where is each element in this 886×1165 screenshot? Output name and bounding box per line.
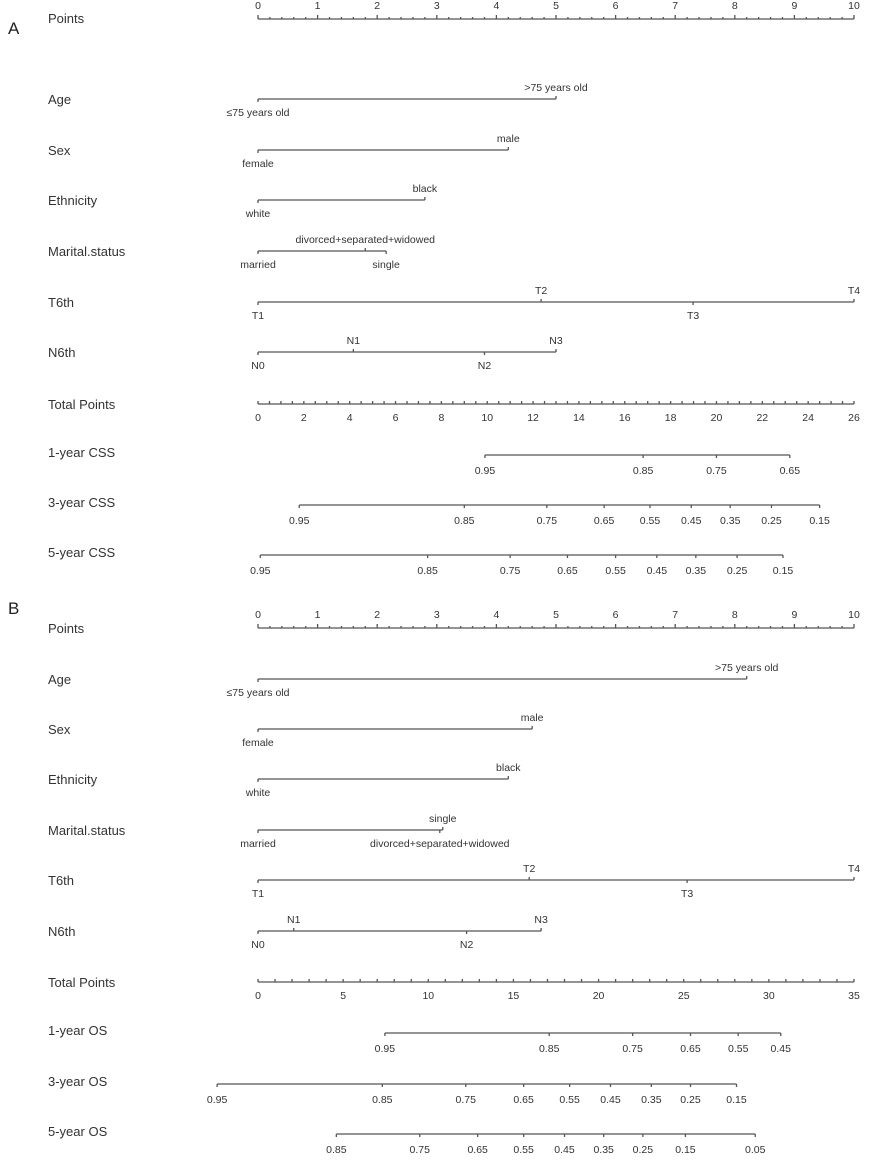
survival-tick-label: 0.55 — [727, 1043, 749, 1055]
survival-tick-label: 0.65 — [557, 565, 578, 577]
total-points-tick-label: 26 — [848, 412, 860, 424]
level-label: T1 — [251, 888, 265, 900]
survival-tick-label: 0.45 — [770, 1043, 791, 1055]
survival-scale-label: 1-year CSS — [48, 445, 116, 460]
survival-tick-label: 0.55 — [559, 1094, 580, 1106]
survival-tick-label: 0.65 — [593, 515, 615, 527]
survival-tick-label: 0.25 — [680, 1094, 701, 1106]
variable-label: Sex — [48, 722, 71, 737]
level-label: T1 — [251, 310, 265, 322]
panel-letter: B — [8, 599, 20, 618]
total-points-tick-label: 14 — [573, 412, 585, 424]
survival-tick-label: 0.95 — [206, 1094, 228, 1106]
points-tick-label: 7 — [672, 609, 679, 621]
survival-tick-label: 0.85 — [538, 1043, 560, 1055]
points-tick-label: 5 — [553, 0, 559, 12]
level-label: N2 — [477, 360, 492, 372]
variable-label: Age — [48, 672, 72, 687]
survival-tick-label: 0.45 — [600, 1094, 621, 1106]
level-label: male — [520, 712, 544, 724]
level-label: single — [372, 259, 400, 271]
survival-tick-label: 0.65 — [680, 1043, 701, 1055]
variable-label: Age — [48, 92, 72, 107]
total-points-tick-label: 0 — [255, 412, 261, 424]
survival-tick-label: 0.35 — [593, 1144, 614, 1156]
total-points-tick-label: 6 — [392, 412, 399, 424]
level-label: divorced+separated+widowed — [370, 838, 510, 850]
survival-tick-label: 0.75 — [536, 515, 558, 527]
points-tick-label: 8 — [731, 609, 738, 621]
survival-tick-label: 0.85 — [372, 1094, 393, 1106]
survival-tick-label: 0.35 — [641, 1094, 662, 1106]
level-label: divorced+separated+widowed — [295, 234, 436, 246]
panel-letter: A — [8, 19, 20, 38]
level-label: T2 — [523, 863, 536, 875]
level-label: black — [496, 762, 521, 774]
variable-label: T6th — [48, 873, 75, 888]
level-label: male — [496, 133, 520, 145]
points-tick-label: 9 — [791, 609, 798, 621]
survival-tick-label: 0.75 — [409, 1144, 430, 1156]
level-label: >75 years old — [524, 82, 588, 94]
survival-tick-label: 0.85 — [454, 515, 475, 527]
points-tick-label: 2 — [374, 609, 381, 621]
variable-label: Ethnicity — [48, 772, 98, 787]
total-points-tick-label: 0 — [255, 990, 261, 1002]
total-points-label: Total Points — [48, 975, 116, 990]
level-label: married — [240, 259, 276, 271]
total-points-tick-label: 10 — [481, 412, 494, 424]
level-label: ≤75 years old — [226, 687, 290, 699]
survival-scale-label: 5-year OS — [48, 1124, 108, 1139]
survival-tick-label: 0.95 — [374, 1043, 396, 1055]
level-label: T4 — [847, 863, 861, 875]
points-tick-label: 0 — [255, 609, 261, 621]
survival-tick-label: 0.55 — [513, 1144, 534, 1156]
survival-tick-label: 0.15 — [675, 1144, 696, 1156]
survival-tick-label: 0.55 — [605, 565, 626, 577]
variable-label: Marital.status — [48, 823, 126, 838]
survival-tick-label: 0.75 — [706, 465, 727, 477]
survival-tick-label: 0.25 — [761, 515, 782, 527]
total-points-tick-label: 22 — [756, 412, 769, 424]
points-tick-label: 9 — [791, 0, 798, 12]
level-label: N0 — [251, 939, 265, 951]
level-label: N1 — [346, 335, 361, 347]
level-label: single — [429, 813, 457, 825]
level-label: T3 — [680, 888, 694, 900]
points-tick-label: 3 — [433, 609, 440, 621]
total-points-tick-label: 20 — [592, 990, 605, 1002]
survival-tick-label: 0.15 — [809, 515, 830, 527]
level-label: female — [242, 158, 274, 170]
level-label: >75 years old — [715, 662, 779, 674]
survival-tick-label: 0.25 — [632, 1144, 654, 1156]
survival-tick-label: 0.15 — [726, 1094, 747, 1106]
level-label: N3 — [549, 335, 563, 347]
survival-scale-label: 3-year CSS — [48, 495, 116, 510]
variable-label: Marital.status — [48, 244, 126, 259]
points-tick-label: 10 — [848, 0, 860, 12]
points-tick-label: 1 — [314, 609, 321, 621]
level-label: married — [240, 838, 276, 850]
survival-tick-label: 0.95 — [289, 515, 310, 527]
level-label: white — [245, 787, 271, 799]
points-tick-label: 6 — [612, 0, 619, 12]
points-tick-label: 4 — [493, 0, 500, 12]
survival-scale-label: 5-year CSS — [48, 545, 116, 560]
level-label: N1 — [287, 914, 301, 926]
survival-tick-label: 0.95 — [474, 465, 496, 477]
total-points-tick-label: 30 — [763, 990, 775, 1002]
total-points-tick-label: 25 — [677, 990, 690, 1002]
total-points-tick-label: 5 — [340, 990, 347, 1002]
points-tick-label: 7 — [672, 0, 679, 12]
variable-label: T6th — [48, 295, 75, 310]
survival-tick-label: 0.45 — [554, 1144, 575, 1156]
level-label: N3 — [534, 914, 548, 926]
survival-tick-label: 0.55 — [639, 515, 661, 527]
points-tick-label: 10 — [848, 609, 860, 621]
level-label: T3 — [686, 310, 700, 322]
survival-tick-label: 0.95 — [250, 565, 271, 577]
survival-tick-label: 0.45 — [681, 515, 702, 527]
variable-label: Ethnicity — [48, 193, 98, 208]
points-axis-label: Points — [48, 11, 85, 26]
points-tick-label: 4 — [493, 609, 500, 621]
total-points-tick-label: 16 — [618, 412, 631, 424]
survival-scale-label: 1-year OS — [48, 1023, 108, 1038]
survival-tick-label: 0.25 — [726, 565, 748, 577]
total-points-tick-label: 10 — [422, 990, 435, 1002]
survival-tick-label: 0.75 — [499, 565, 521, 577]
points-axis-label: Points — [48, 621, 85, 636]
level-label: ≤75 years old — [226, 107, 290, 119]
variable-label: N6th — [48, 924, 76, 939]
level-label: female — [242, 737, 274, 749]
survival-tick-label: 0.65 — [467, 1144, 488, 1156]
level-label: T2 — [534, 285, 548, 297]
total-points-tick-label: 35 — [848, 990, 860, 1002]
points-tick-label: 8 — [731, 0, 738, 12]
total-points-tick-label: 12 — [527, 412, 539, 424]
total-points-tick-label: 4 — [346, 412, 353, 424]
survival-tick-label: 0.05 — [745, 1144, 766, 1156]
level-label: N0 — [251, 360, 265, 372]
level-label: black — [412, 183, 438, 195]
survival-tick-label: 0.85 — [326, 1144, 347, 1156]
survival-scale-label: 3-year OS — [48, 1074, 108, 1089]
survival-tick-label: 0.35 — [719, 515, 741, 527]
points-tick-label: 5 — [553, 609, 559, 621]
survival-tick-label: 0.75 — [622, 1043, 643, 1055]
survival-tick-label: 0.35 — [685, 565, 707, 577]
survival-tick-label: 0.85 — [417, 565, 438, 577]
variable-label: N6th — [48, 345, 76, 360]
variable-label: Sex — [48, 143, 71, 158]
points-tick-label: 2 — [374, 0, 381, 12]
survival-tick-label: 0.85 — [632, 465, 654, 477]
survival-tick-label: 0.45 — [646, 565, 668, 577]
points-tick-label: 6 — [612, 609, 619, 621]
survival-tick-label: 0.15 — [772, 565, 794, 577]
total-points-tick-label: 2 — [300, 412, 307, 424]
level-label: T4 — [847, 285, 861, 297]
total-points-label: Total Points — [48, 397, 116, 412]
level-label: N2 — [459, 939, 474, 951]
survival-tick-label: 0.65 — [779, 465, 801, 477]
points-tick-label: 1 — [314, 0, 321, 12]
total-points-tick-label: 18 — [664, 412, 677, 424]
survival-tick-label: 0.75 — [455, 1094, 476, 1106]
points-tick-label: 3 — [433, 0, 440, 12]
level-label: white — [245, 208, 271, 220]
total-points-tick-label: 24 — [802, 412, 814, 424]
total-points-tick-label: 8 — [438, 412, 445, 424]
total-points-tick-label: 20 — [710, 412, 723, 424]
survival-tick-label: 0.65 — [513, 1094, 534, 1106]
total-points-tick-label: 15 — [507, 990, 520, 1002]
points-tick-label: 0 — [255, 0, 261, 12]
